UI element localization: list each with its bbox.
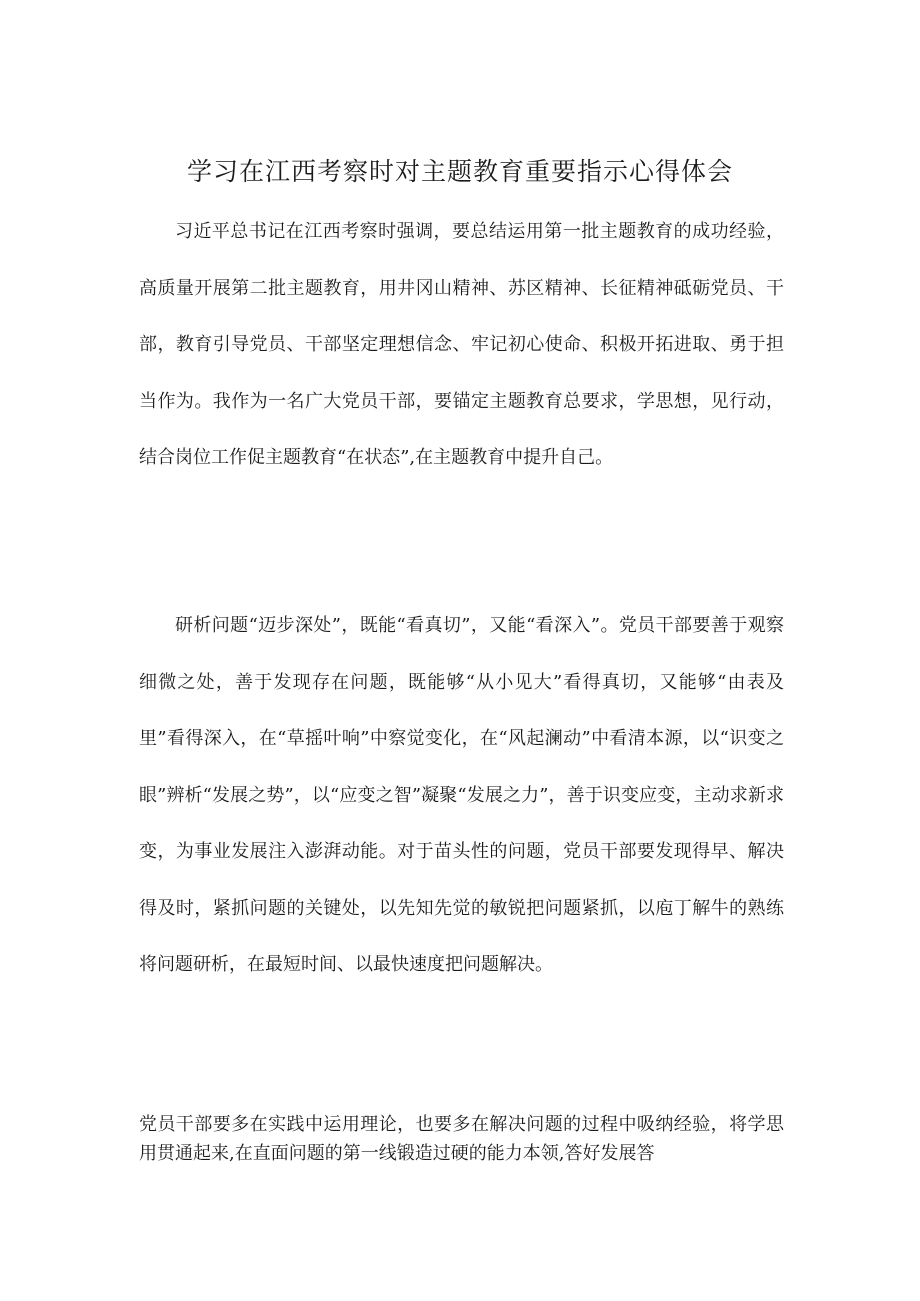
document-title: 学习在江西考察时对主题教育重要指示心得体会 xyxy=(186,157,733,186)
paragraph-practice: 党员干部要多在实践中运用理论，也要多在解决问题的过程中吸纳经验，将学思用贯通起来,在直面问题的第一线锻造过硬的能力本领,答好发展答 xyxy=(139,1114,784,1164)
paragraph-analysis: 研析问题“迈步深处”，既能“看真切”，又能“看深入”。党员干部要善于观察细微之处，善于发现存在问题，既能够“从小见大”看得真切，又能够“由表及里”看得深入，在“草摇叶响”中察觉变化，在“风起澜动”中看清本源，以“识变之眼”辨析“发展之势”，以“应变之智”凝聚“发展之力”，善于识变应变，主动求新求变，为事业发展注入澎湃动能。对于苗头性的问题，党员干部要发现得早、解决得及时，紧抓问题的关键处，以先知先觉的敏锐把问题紧抓，以庖丁解牛的熟练将问题研析，在最短时间、以最快速度把问题解决。 xyxy=(139,615,784,975)
paragraph-intro: 习近平总书记在江西考察时强调，要总结运用第一批主题教育的成功经验，高质量开展第二批主题教育，用井冈山精神、苏区精神、长征精神砥砺党员、干部，教育引导党员、干部坚定理想信念、牢记初心使命、积极开拓进取、勇于担当作为。我作为一名广大党员干部，要锚定主题教育总要求，学思想，见行动，结合岗位工作促主题教育“在状态”,在主题教育中提升自己。 xyxy=(139,221,784,468)
